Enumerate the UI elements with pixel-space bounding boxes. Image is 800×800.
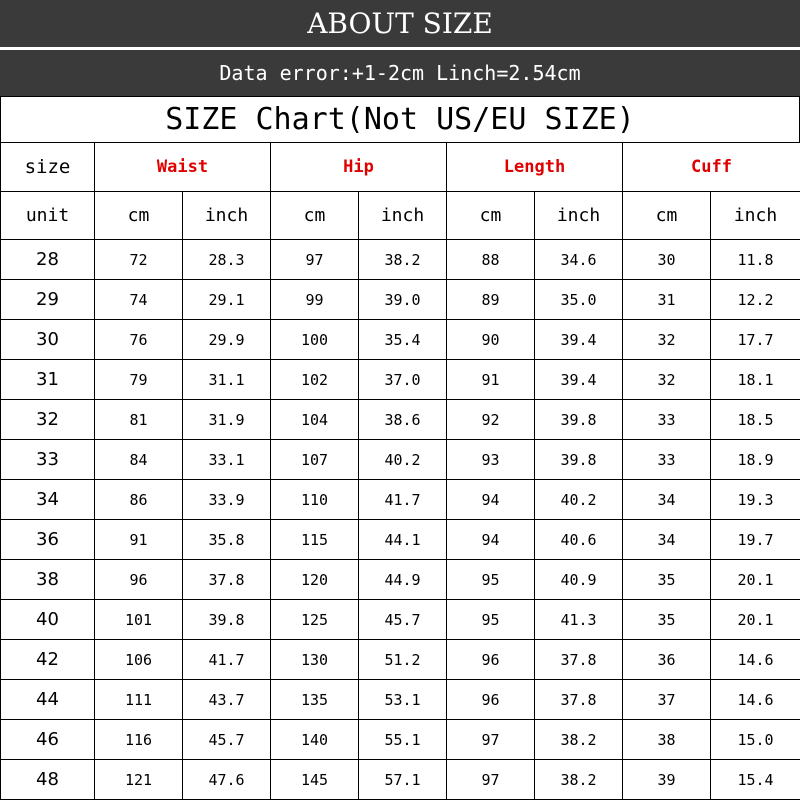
measurement-value: 96: [447, 640, 535, 680]
measurement-value: 34: [623, 480, 711, 520]
measurement-value: 47.6: [183, 760, 271, 800]
measurement-value: 97: [271, 240, 359, 280]
measurement-value: 15.4: [711, 760, 800, 800]
measurement-value: 39.8: [535, 440, 623, 480]
measurement-value: 37.0: [359, 360, 447, 400]
measurement-value: 28.3: [183, 240, 271, 280]
measurement-value: 79: [95, 360, 183, 400]
unit-cell: cm: [447, 192, 535, 240]
measurement-value: 33: [623, 440, 711, 480]
measurement-value: 40.2: [359, 440, 447, 480]
measurement-value: 55.1: [359, 720, 447, 760]
measurement-value: 101: [95, 600, 183, 640]
table-row: [1, 400, 800, 440]
measurement-value: 37.8: [535, 640, 623, 680]
measurement-value: 30: [623, 240, 711, 280]
measurement-value: 38.2: [359, 240, 447, 280]
measurement-value: 17.7: [711, 320, 800, 360]
measurement-value: 18.9: [711, 440, 800, 480]
unit-cell: inch: [711, 192, 800, 240]
table-row: [1, 760, 800, 800]
size-value: 32: [1, 400, 95, 440]
measurement-value: 44.1: [359, 520, 447, 560]
length-header: Length: [447, 143, 623, 192]
unit-cell: inch: [535, 192, 623, 240]
measurement-value: 72: [95, 240, 183, 280]
measurement-value: 88: [447, 240, 535, 280]
measurement-value: 35.4: [359, 320, 447, 360]
measurement-value: 96: [447, 680, 535, 720]
measurement-value: 110: [271, 480, 359, 520]
measurement-value: 19.3: [711, 480, 800, 520]
table-row: [1, 480, 800, 520]
measurement-value: 14.6: [711, 640, 800, 680]
measurement-value: 57.1: [359, 760, 447, 800]
measurement-value: 93: [447, 440, 535, 480]
measurement-value: 20.1: [711, 560, 800, 600]
measurement-value: 31: [623, 280, 711, 320]
table-row: [1, 720, 800, 760]
measurement-value: 38.2: [535, 720, 623, 760]
measurement-value: 38.2: [535, 760, 623, 800]
unit-cell: cm: [271, 192, 359, 240]
cuff-header: Cuff: [623, 143, 800, 192]
table-row: [1, 520, 800, 560]
measurement-value: 102: [271, 360, 359, 400]
measurement-value: 44.9: [359, 560, 447, 600]
measurement-value: 40.9: [535, 560, 623, 600]
measurement-value: 92: [447, 400, 535, 440]
measurement-value: 116: [95, 720, 183, 760]
measurement-value: 111: [95, 680, 183, 720]
measurement-value: 89: [447, 280, 535, 320]
measurement-value: 20.1: [711, 600, 800, 640]
measurement-value: 74: [95, 280, 183, 320]
size-value: 28: [1, 240, 95, 280]
measurement-value: 96: [95, 560, 183, 600]
measurement-value: 29.9: [183, 320, 271, 360]
group-header-row: [1, 143, 800, 192]
measurement-value: 35.8: [183, 520, 271, 560]
measurement-value: 84: [95, 440, 183, 480]
measurement-value: 35: [623, 600, 711, 640]
measurement-value: 34: [623, 520, 711, 560]
measurement-value: 94: [447, 480, 535, 520]
unit-cell: cm: [623, 192, 711, 240]
unit-header-row: [1, 192, 800, 240]
measurement-value: 97: [447, 720, 535, 760]
measurement-value: 32: [623, 360, 711, 400]
measurement-value: 14.6: [711, 680, 800, 720]
measurement-value: 39.8: [535, 400, 623, 440]
unit-header: unit: [1, 192, 95, 240]
measurement-value: 100: [271, 320, 359, 360]
measurement-value: 95: [447, 600, 535, 640]
measurement-value: 45.7: [183, 720, 271, 760]
measurement-value: 35: [623, 560, 711, 600]
measurement-value: 33.9: [183, 480, 271, 520]
measurement-value: 39.8: [183, 600, 271, 640]
measurement-value: 33.1: [183, 440, 271, 480]
measurement-value: 40.2: [535, 480, 623, 520]
size-value: 33: [1, 440, 95, 480]
measurement-value: 32: [623, 320, 711, 360]
measurement-value: 97: [447, 760, 535, 800]
measurement-value: 19.7: [711, 520, 800, 560]
table-row: [1, 440, 800, 480]
measurement-value: 130: [271, 640, 359, 680]
measurement-value: 104: [271, 400, 359, 440]
size-value: 42: [1, 640, 95, 680]
measurement-value: 120: [271, 560, 359, 600]
table-row: [1, 360, 800, 400]
measurement-value: 90: [447, 320, 535, 360]
table-row: [1, 280, 800, 320]
table-row: [1, 640, 800, 680]
measurement-value: 91: [95, 520, 183, 560]
measurement-value: 18.5: [711, 400, 800, 440]
size-chart-heading: SIZE Chart(Not US/EU SIZE): [0, 96, 800, 142]
table-row: [1, 680, 800, 720]
measurement-value: 38.6: [359, 400, 447, 440]
measurement-value: 35.0: [535, 280, 623, 320]
size-value: 40: [1, 600, 95, 640]
size-value: 29: [1, 280, 95, 320]
size-value: 36: [1, 520, 95, 560]
unit-cell: inch: [359, 192, 447, 240]
about-size-title: ABOUT SIZE: [0, 0, 800, 50]
measurement-value: 39.0: [359, 280, 447, 320]
measurement-value: 121: [95, 760, 183, 800]
measurement-value: 31.9: [183, 400, 271, 440]
measurement-value: 29.1: [183, 280, 271, 320]
size-table: [0, 142, 800, 800]
measurement-value: 135: [271, 680, 359, 720]
measurement-value: 145: [271, 760, 359, 800]
measurement-value: 11.8: [711, 240, 800, 280]
measurement-value: 41.3: [535, 600, 623, 640]
measurement-value: 91: [447, 360, 535, 400]
measurement-value: 51.2: [359, 640, 447, 680]
measurement-value: 33: [623, 400, 711, 440]
measurement-value: 36: [623, 640, 711, 680]
measurement-value: 140: [271, 720, 359, 760]
measurement-value: 39.4: [535, 360, 623, 400]
measurement-value: 37: [623, 680, 711, 720]
measurement-value: 41.7: [359, 480, 447, 520]
unit-cell: inch: [183, 192, 271, 240]
measurement-value: 76: [95, 320, 183, 360]
size-value: 30: [1, 320, 95, 360]
measurement-value: 86: [95, 480, 183, 520]
measurement-value: 43.7: [183, 680, 271, 720]
measurement-value: 115: [271, 520, 359, 560]
measurement-value: 94: [447, 520, 535, 560]
table-row: [1, 320, 800, 360]
table-row: [1, 240, 800, 280]
measurement-value: 53.1: [359, 680, 447, 720]
measurement-value: 18.1: [711, 360, 800, 400]
measurement-value: 45.7: [359, 600, 447, 640]
measurement-value: 40.6: [535, 520, 623, 560]
size-value: 46: [1, 720, 95, 760]
data-error-note: Data error:+1-2cm Linch=2.54cm: [0, 50, 800, 96]
measurement-value: 99: [271, 280, 359, 320]
hip-header: Hip: [271, 143, 447, 192]
waist-header: Waist: [95, 143, 271, 192]
table-row: [1, 600, 800, 640]
measurement-value: 31.1: [183, 360, 271, 400]
measurement-value: 15.0: [711, 720, 800, 760]
measurement-value: 39.4: [535, 320, 623, 360]
measurement-value: 95: [447, 560, 535, 600]
measurement-value: 107: [271, 440, 359, 480]
measurement-value: 37.8: [535, 680, 623, 720]
measurement-value: 106: [95, 640, 183, 680]
size-value: 48: [1, 760, 95, 800]
measurement-value: 37.8: [183, 560, 271, 600]
size-header: size: [1, 143, 95, 192]
size-value: 34: [1, 480, 95, 520]
size-value: 38: [1, 560, 95, 600]
size-value: 31: [1, 360, 95, 400]
measurement-value: 38: [623, 720, 711, 760]
measurement-value: 125: [271, 600, 359, 640]
unit-cell: cm: [95, 192, 183, 240]
measurement-value: 41.7: [183, 640, 271, 680]
measurement-value: 81: [95, 400, 183, 440]
measurement-value: 34.6: [535, 240, 623, 280]
measurement-value: 12.2: [711, 280, 800, 320]
table-row: [1, 560, 800, 600]
size-value: 44: [1, 680, 95, 720]
measurement-value: 39: [623, 760, 711, 800]
